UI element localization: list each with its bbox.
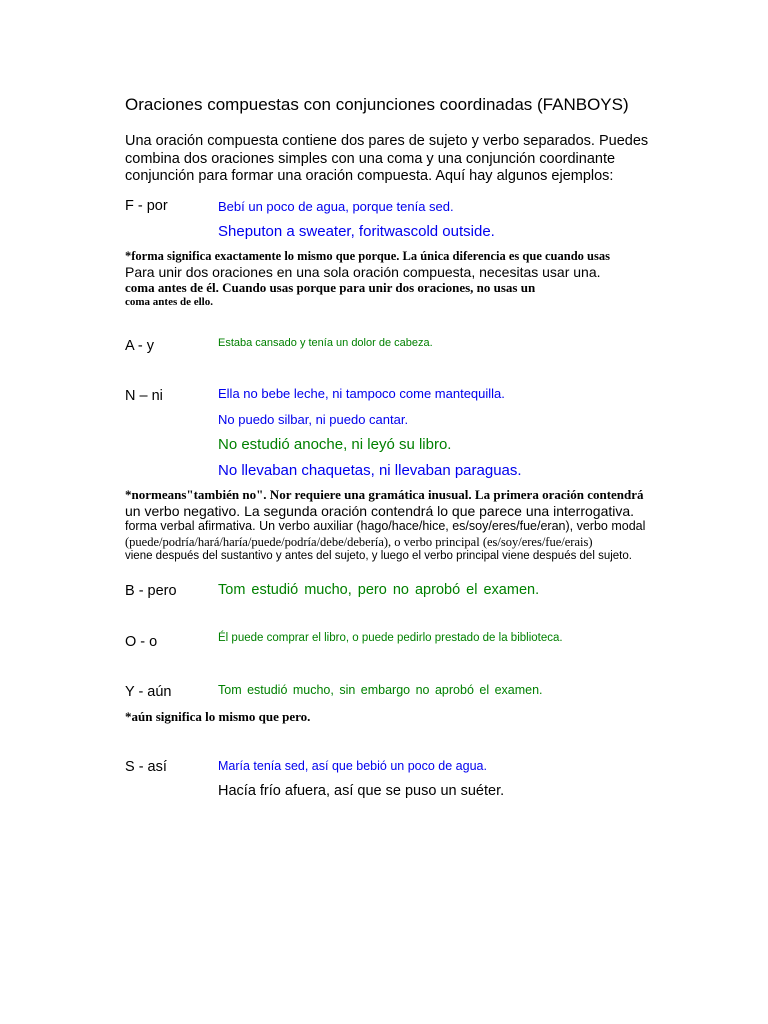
example-n-3: No estudió anoche, ni leyó su libro. bbox=[218, 436, 452, 453]
intro-line-1: Una oración compuesta contiene dos pares de sujeto y verbo separados. Puedes bbox=[125, 133, 649, 149]
example-n-4: No llevaban chaquetas, ni llevaban paraguas. bbox=[218, 462, 522, 479]
letter-b: B - pero bbox=[125, 583, 177, 599]
note-f-line-3: coma antes de él. Cuando usas porque para unir dos oraciones, no usas un bbox=[125, 280, 536, 295]
example-a-1: Estaba cansado y tenía un dolor de cabeza. bbox=[218, 337, 433, 349]
note-n-line-1: *normeans"también no". Nor requiere una gramática inusual. La primera oración contendrá bbox=[125, 487, 644, 502]
example-s-1: María tenía sed, así que bebió un poco de agua. bbox=[218, 759, 487, 773]
intro-line-3: conjunción para formar una oración compuesta. Aquí hay algunos ejemplos: bbox=[125, 168, 614, 184]
letter-y: Y - aún bbox=[125, 684, 172, 700]
note-f-line-2: Para unir dos oraciones en una sola oración compuesta, necesitas usar una. bbox=[125, 264, 601, 280]
letter-s: S - así bbox=[125, 759, 167, 775]
letter-o: O - o bbox=[125, 634, 158, 650]
example-b-1: Tom estudió mucho, pero no aprobó el examen. bbox=[218, 582, 540, 598]
example-s-2: Hacía frío afuera, así que se puso un suéter. bbox=[218, 783, 505, 799]
page-title: Oraciones compuestas con conjunciones coordinadas (FANBOYS) bbox=[125, 95, 629, 114]
letter-a: A - y bbox=[125, 338, 155, 354]
example-f-2: Sheputon a sweater, foritwascold outside. bbox=[218, 223, 495, 240]
example-y-1: Tom estudió mucho, sin embargo no aprobó el examen. bbox=[218, 683, 543, 697]
intro-line-2: combina dos oraciones simples con una coma y una conjunción coordinante bbox=[125, 151, 616, 167]
letter-f: F - por bbox=[125, 198, 168, 214]
example-o-1: Él puede comprar el libro, o puede pedirlo prestado de la biblioteca. bbox=[218, 632, 563, 644]
note-n-line-4: (puede/podría/hará/haría/puede/podría/debe/debería), o verbo principal (es/soy/eres/fue/erais) bbox=[125, 535, 593, 549]
example-n-1: Ella no bebe leche, ni tampoco come mantequilla. bbox=[218, 386, 505, 401]
letter-n: N – ni bbox=[125, 388, 163, 404]
note-n-line-2: un verbo negativo. La segunda oración contendrá lo que parece una interrogativa. bbox=[125, 503, 635, 519]
example-n-2: No puedo silbar, ni puedo cantar. bbox=[218, 412, 409, 427]
note-n-line-3: forma verbal afirmativa. Un verbo auxiliar (hago/hace/hice, es/soy/eres/fue/eran), verbo modal bbox=[125, 519, 646, 533]
example-f-1: Bebí un poco de agua, porque tenía sed. bbox=[218, 199, 454, 214]
note-f-line-4: coma antes de ello. bbox=[125, 296, 213, 308]
note-n-line-5: viene después del sustantivo y antes del sujeto, y luego el verbo principal viene después del sujeto. bbox=[125, 550, 632, 562]
note-y-line-1: *aún significa lo mismo que pero. bbox=[125, 709, 311, 724]
note-f-line-1: *forma significa exactamente lo mismo que porque. La única diferencia es que cuando usas bbox=[125, 249, 610, 263]
